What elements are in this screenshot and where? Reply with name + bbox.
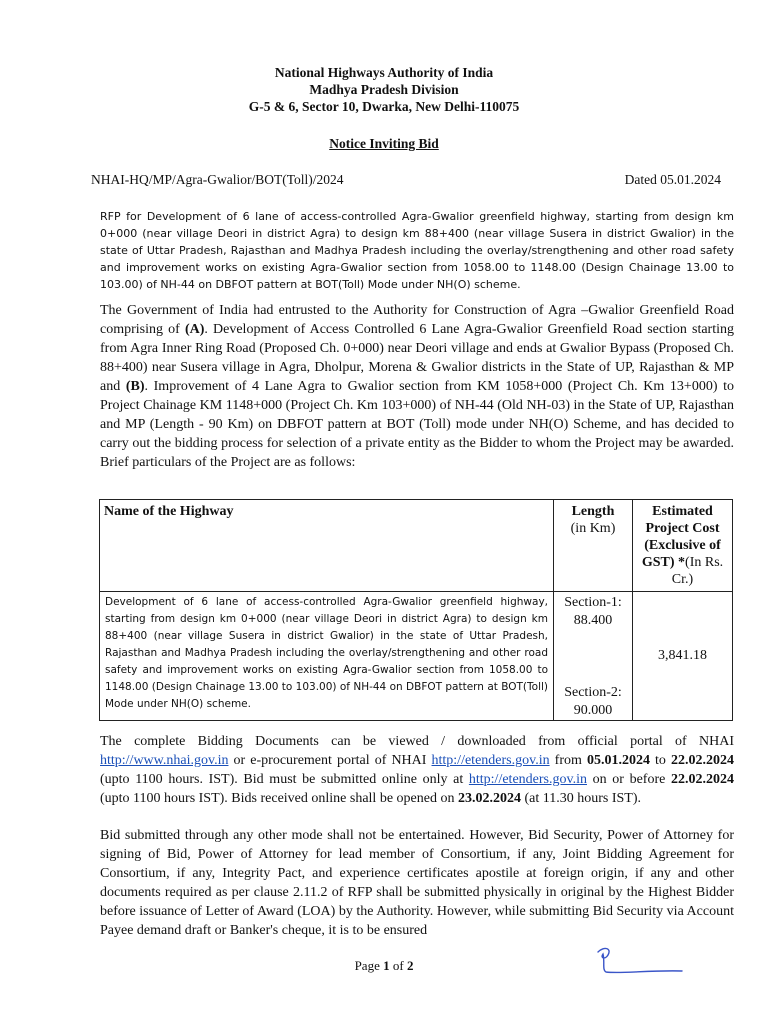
table-row (100, 592, 733, 721)
etenders-submit-link[interactable]: http://etenders.gov.in (468, 772, 587, 787)
project-table (99, 499, 733, 721)
section-1-length: Section-1: 88.400 (564, 595, 622, 628)
org-name: National Highways Authority of India (274, 65, 494, 80)
intro-text-3: . Improvement of 4 Lane Agra to Gwalior section from KM 1058+000 (Project Ch. Km 13+000) to Project Chainage KM 1148+000 (Project Ch. Km 103+000) of NH-44 (Old NH-03) in the State of UP, Rajasthan and MP (Length - 90 Km) on DBFOT pattern at BOT (Toll) mode under NH(O) Scheme, and has decided to carry out the bidding process for selection of a private entity as the Bidder to whom the Project may be awarded. Brief particulars of the Project are as follows: (100, 379, 734, 470)
col-length-label: Length (571, 504, 615, 519)
rfp-description: RFP for Development of 6 lane of access-controlled Agra-Gwalior greenfield highway, starting from design km 0+000 (near village Deori in district Agra) to design km 88+400 (near village Susera in district Gwalior) in the state of Uttar Pradesh, Rajasthan and Madhya Pradesh including the overlay/strengthening and other road safety and improvement works on existing Agra-Gwalior section from 1058.00 to 1148.00 (Design Chainage 13.00 to 103.00) of NH-44 on DBFOT pattern at BOT(Toll) Mode under NH(O) scheme. (100, 210, 734, 291)
bid-text-2: or e-procurement portal of NHAI (228, 753, 432, 768)
page-number: 1 (383, 958, 390, 973)
bid-text-4: to (649, 753, 672, 768)
bid-text-3: from (549, 753, 587, 768)
page-footer (0, 958, 768, 974)
end-date: 22.02.2024 (671, 753, 735, 768)
highway-description-cell: Development of 6 lane of access-controlled Agra-Gwalior greenfield highway, starting from design km 0+000 (near village Deori in district Agra) to design km 88+400 (near village Susera in district Gwalior) in the state of Uttar Pradesh, Rajasthan and Madhya Pradesh including the overlay/strengthening and other road safety and improvement works on existing Agra-Gwalior section from 1058.00 to 1148.00 (Design Chainage 13.00 to 103.00) of NH-44 on DBFOT pattern at BOT(Toll) Mode under NH(O) scheme. (100, 592, 554, 721)
nhai-portal-link[interactable]: http://www.nhai.gov.in (100, 753, 229, 768)
etenders-portal-link[interactable]: http://etenders.gov.in (431, 753, 550, 768)
col-cost-unit: (In Rs. Cr.) (671, 555, 724, 587)
length-cell (554, 592, 633, 721)
bidding-documents-paragraph (100, 732, 734, 808)
cost-cell: 3,841.18 (633, 592, 733, 721)
intro-text-2: . Development of Access Controlled 6 Lane Agra-Gwalior Greenfield Road section starting from Agra Inner Ring Road (Proposed Ch. 0+000) near Deori village and ends at Gwalior Bypass (Proposed Ch. 88+400) near Susera village in Agra, Dholpur, Morena & Gwalior districts in the State of UP, Rajasthan & MP and (100, 322, 734, 394)
col-cost-label: Estimated Project Cost (Exclusive of GST) * (641, 504, 721, 570)
bid-text-1: The complete Bidding Documents can be viewed / downloaded from official portal of NHAI (100, 734, 734, 749)
intro-paragraph (100, 301, 734, 472)
intro-text-1: The Government of India had entrusted to the Authority for Construction of Agra –Gwalior Greenfield Road comprising of (100, 303, 734, 337)
page-of: of (389, 958, 407, 973)
start-date: 05.01.2024 (586, 753, 650, 768)
col-length-unit: (in Km) (570, 521, 616, 536)
intro-bold-b: (B) (125, 379, 145, 394)
bid-text-8: (at 11.30 hours IST). (520, 791, 641, 806)
page-total: 2 (406, 958, 414, 973)
submission-date: 22.02.2024 (671, 772, 734, 787)
org-address: G-5 & 6, Sector 10, Dwarka, New Delhi-110075 (248, 99, 520, 114)
col-name-header: Name of the Highway (100, 500, 554, 592)
opening-date: 23.02.2024 (457, 791, 521, 806)
reference-number: NHAI-HQ/MP/Agra-Gwalior/BOT(Toll)/2024 (91, 172, 344, 187)
bid-text-5: (upto 1100 hours. IST). Bid must be submitted online only at (100, 772, 469, 787)
bid-security-paragraph: Bid submitted through any other mode shall not be entertained. However, Bid Security, Power of Attorney for signing of Bid, Power of Attorney for lead member of Consortium, if any, Joint Bidding Agreement for Consortium, if any, Integrity Pact, and experience certificates apostile at foreign origin, if any and other documents required as per clause 2.11.2 of RFP shall be submitted physically in original by the Highest Bidder before issuance of Letter of Award (LOA) by the Authority. However, while submitting Bid Security via Account Payee demand draft or Banker's cheque, it is to be ensured (100, 828, 734, 938)
col-cost-header (633, 500, 733, 592)
intro-bold-a: (A) (184, 322, 205, 337)
table-header-row (100, 500, 733, 592)
notice-title: Notice Inviting Bid (329, 136, 439, 151)
division-name: Madhya Pradesh Division (309, 82, 459, 97)
col-length-header (554, 500, 633, 592)
section-2-length: Section-2: 90.000 (564, 685, 622, 718)
notice-date: Dated 05.01.2024 (624, 172, 721, 187)
reference-line (91, 172, 721, 188)
page-prefix: Page (354, 958, 384, 973)
bid-text-7: (upto 1100 hours IST). Bids received online shall be opened on (100, 791, 458, 806)
bid-text-6: on or before (586, 772, 671, 787)
